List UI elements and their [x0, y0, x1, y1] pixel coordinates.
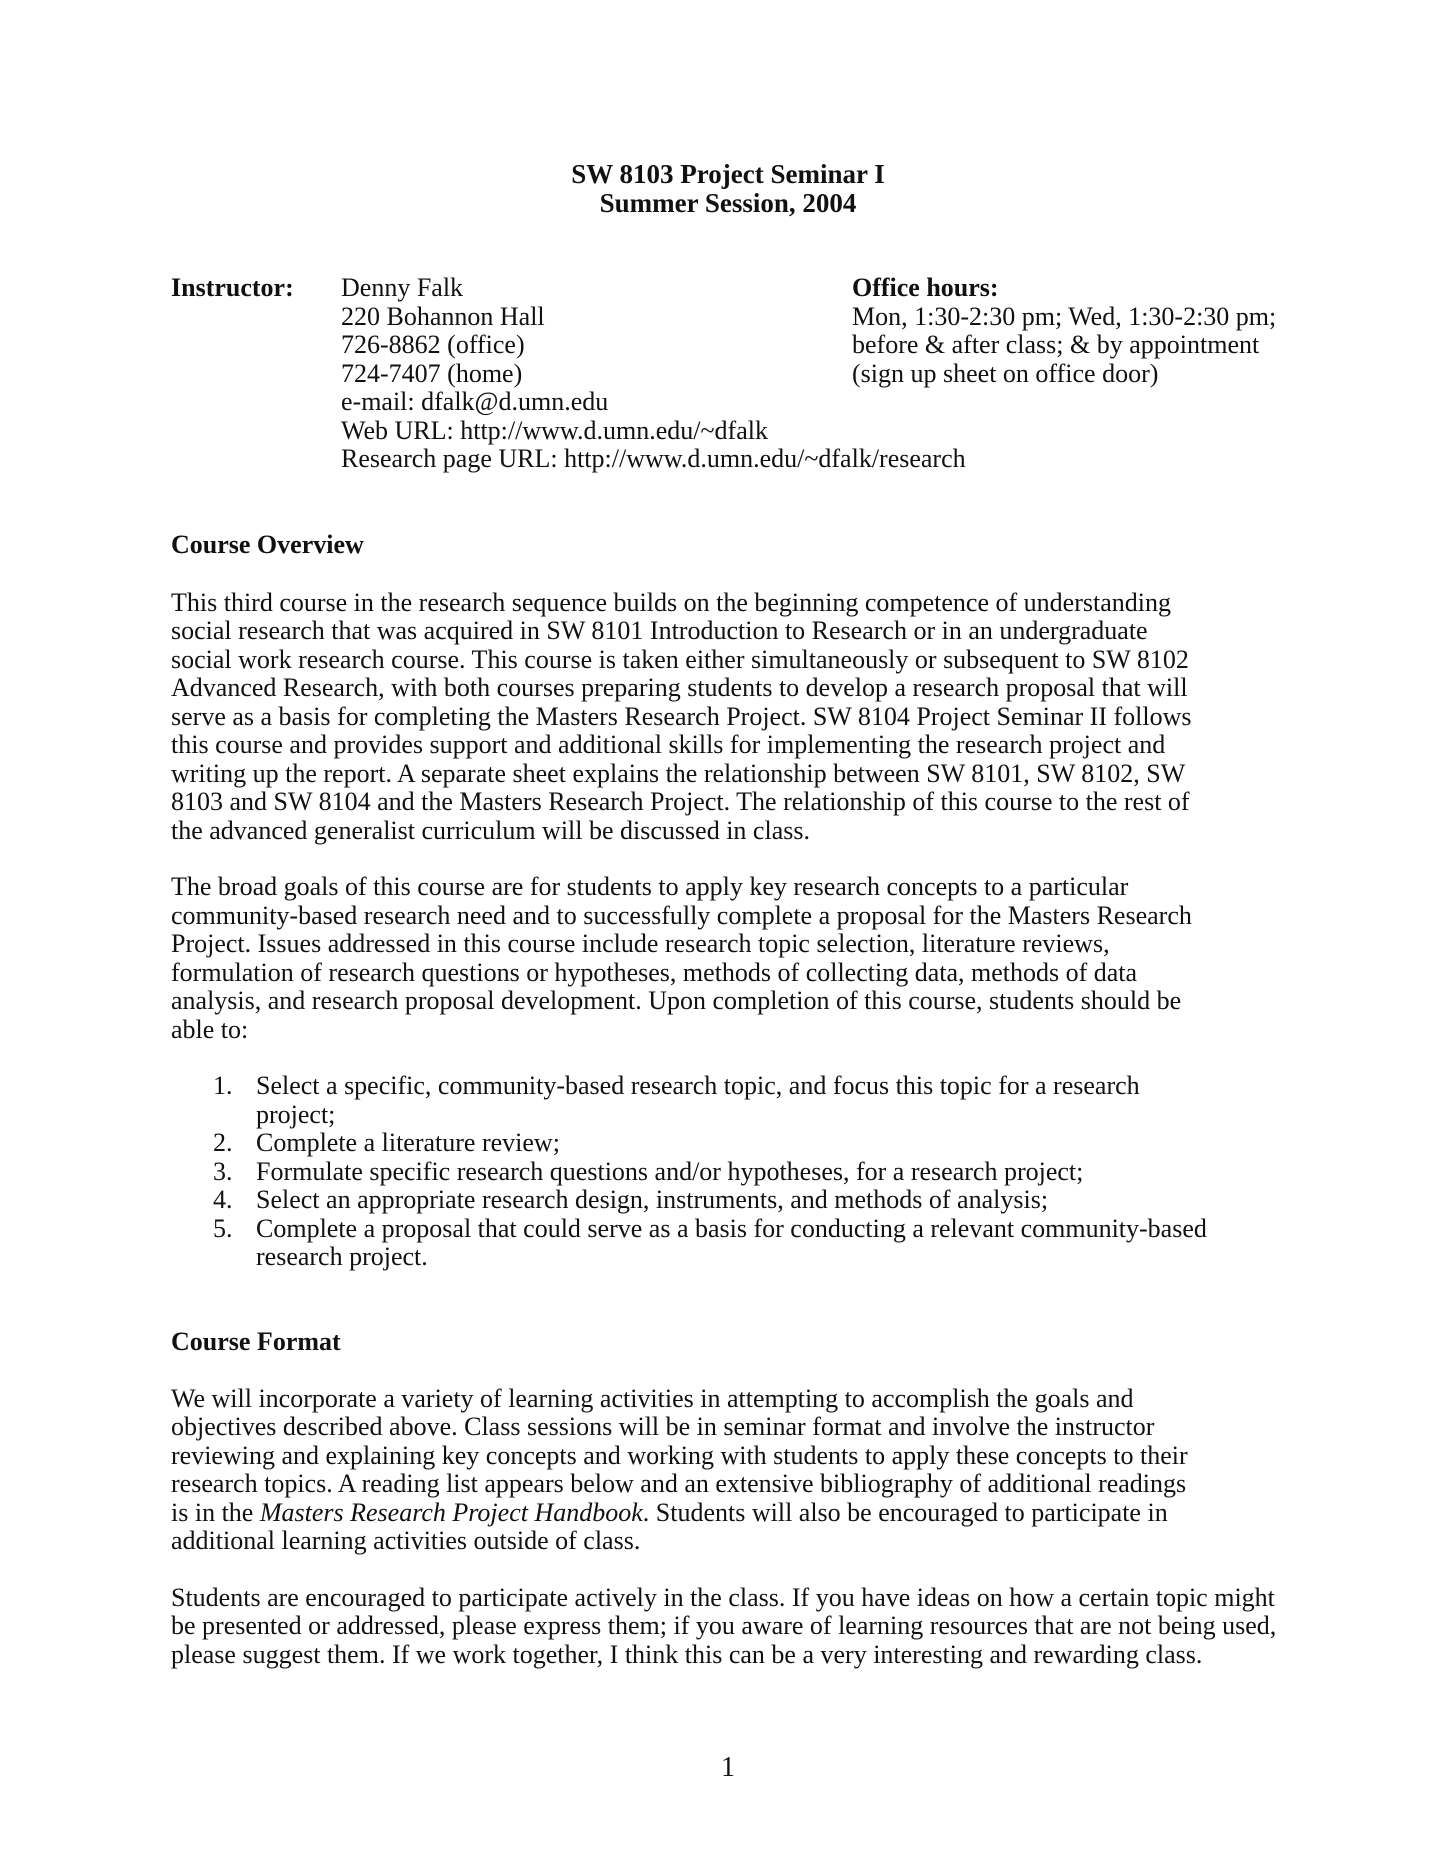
text-line: this course and provides support and additional skills for implementing the research project and: [171, 730, 1166, 759]
text-line: analysis, and research proposal development. Upon completion of this course, students should be: [171, 986, 1182, 1015]
course-format-section: [171, 1328, 1371, 1669]
list-item: [171, 1072, 1356, 1129]
course-title: SW 8103 Project Seminar I: [571, 159, 885, 189]
instructor-phone-home: 724-7407 (home): [341, 358, 523, 388]
text-line: Project. Issues addressed in this course include research topic selection, literature reviews,: [171, 929, 1110, 958]
list-item-number: 5.: [213, 1213, 233, 1243]
instructor-email: e-mail: dfalk@d.umn.edu: [341, 387, 609, 416]
goals-list: [171, 1072, 1371, 1272]
course-overview-paragraph: [171, 589, 1371, 846]
text-line: able to:: [171, 1014, 249, 1044]
page-number: 1: [721, 1752, 735, 1783]
text-line: social work research course. This course is taken either simultaneously or subsequent to SW 8102: [171, 644, 1189, 674]
instructor-name: Denny Falk: [341, 273, 464, 302]
course-overview-heading: Course Overview: [171, 530, 364, 559]
text-line: objectives described above. Class sessions will be in seminar format and involve the instructor: [171, 1412, 1155, 1441]
text-line: Complete a literature review;: [256, 1128, 560, 1157]
office-hours-line: before & after class; & by appointment: [852, 330, 1260, 359]
office-hours-block: [852, 274, 1276, 388]
text-line: Students are encouraged to participate actively in the class. If you have ideas on how a certain topic might: [171, 1582, 1275, 1612]
list-item-number: 1.: [213, 1071, 233, 1100]
list-item: [171, 1158, 1356, 1187]
list-item: [171, 1129, 1356, 1158]
text-line: be presented or addressed, please express them; if you aware of learning resources that are not being used,: [171, 1611, 1277, 1640]
text-line: research project.: [256, 1242, 428, 1271]
list-item-number: 3.: [213, 1156, 233, 1186]
office-hours-line: Mon, 1:30-2:30 pm; Wed, 1:30-2:30 pm;: [852, 301, 1277, 331]
course-format-heading: Course Format: [171, 1327, 341, 1356]
office-hours-line: (sign up sheet on office door): [852, 358, 1159, 388]
text-line: This third course in the research sequence builds on the beginning competence of understanding: [171, 587, 1171, 617]
text-line: reviewing and explaining key concepts and working with students to apply these concepts to their: [171, 1440, 1188, 1470]
instructor-office: 220 Bohannon Hall: [341, 301, 545, 331]
text-line: We will incorporate a variety of learning activities in attempting to accomplish the goals and: [171, 1383, 1134, 1413]
text-line: research topics. A reading list appears below and an extensive bibliography of additional readings: [171, 1469, 1187, 1498]
text-line: community-based research need and to successfully complete a proposal for the Masters Research: [171, 900, 1192, 930]
text-line: Formulate specific research questions and/or hypotheses, for a research project;: [256, 1156, 1084, 1186]
list-item-number: 2.: [213, 1128, 233, 1157]
course-format-paragraph: [171, 1385, 1371, 1556]
text-line: the advanced generalist curriculum will be discussed in class.: [171, 815, 810, 845]
text-line: Complete a proposal that could serve as a basis for conducting a relevant community-based: [256, 1213, 1207, 1243]
text-line: please suggest them. If we work together, I think this can be a very interesting and rewarding class.: [171, 1639, 1203, 1669]
list-item-number: 4.: [213, 1185, 233, 1214]
list-item: [171, 1215, 1356, 1272]
text-line: writing up the report. A separate sheet explains the relationship between SW 8101, SW 8102, SW: [171, 758, 1186, 788]
text-line: The broad goals of this course are for students to apply key research concepts to a particular: [171, 872, 1129, 901]
instructor-label: Instructor:: [171, 273, 294, 302]
instructor-phone-office: 726-8862 (office): [341, 330, 525, 359]
instructor-web-url: Web URL: http://www.d.umn.edu/~dfalk: [341, 415, 768, 445]
text-line: project;: [256, 1099, 336, 1129]
session-title: Summer Session, 2004: [599, 188, 857, 218]
course-overview-section: [171, 531, 1371, 1272]
course-goals-paragraph: [171, 873, 1371, 1044]
text-line: Select an appropriate research design, instruments, and methods of analysis;: [256, 1185, 1049, 1214]
text-line: formulation of research questions or hypotheses, methods of collecting data, methods of data: [171, 957, 1138, 987]
instructor-research-url: Research page URL: http://www.d.umn.edu/~dfalk/research: [341, 444, 966, 473]
text-line: Select a specific, community-based research topic, and focus this topic for a research: [256, 1071, 1140, 1100]
course-title-block: [0, 160, 1456, 218]
text-line: . Students will also be encouraged to participate in: [642, 1497, 1168, 1527]
text-line: 8103 and SW 8104 and the Masters Research Project. The relationship of this course to the rest of: [171, 787, 1190, 816]
office-hours-label: Office hours:: [852, 273, 999, 302]
text-line: social research that was acquired in SW 8101 Introduction to Research or in an undergraduate: [171, 616, 1148, 645]
text-line: additional learning activities outside of class.: [171, 1526, 641, 1555]
text-line: Advanced Research, with both courses preparing students to develop a research proposal that will: [171, 673, 1188, 702]
text-line: is in the: [171, 1497, 260, 1527]
participation-paragraph: [171, 1584, 1371, 1670]
handbook-title: Masters Research Project Handbook: [259, 1497, 643, 1527]
text-line: serve as a basis for completing the Masters Research Project. SW 8104 Project Seminar II follows: [171, 701, 1192, 731]
list-item: [171, 1186, 1356, 1215]
